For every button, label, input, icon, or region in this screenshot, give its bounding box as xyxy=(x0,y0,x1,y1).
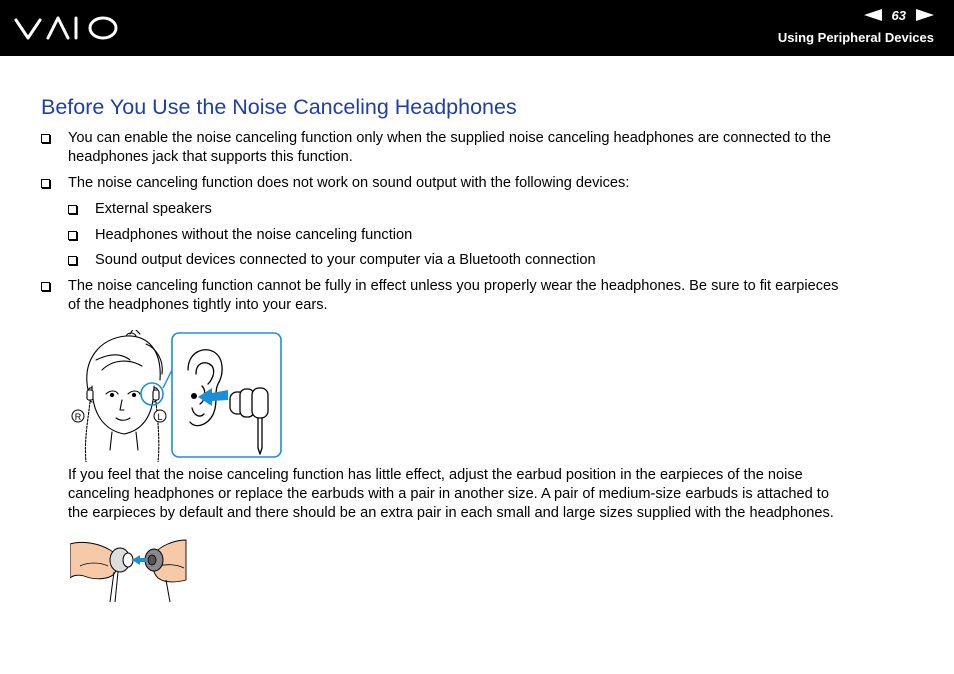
bullet-text-line: The noise canceling function cannot be fully in effect unless you properly wear the headphones. Be sure to fit earpieces xyxy=(68,278,839,294)
checkbox-bullet-icon xyxy=(41,134,50,143)
sub-bullet-text: Headphones without the noise canceling function xyxy=(95,227,413,243)
bullet-text-line: of the headphones tightly into your ears. xyxy=(68,297,328,313)
section-title: Using Peripheral Devices xyxy=(777,30,934,45)
sub-bullet-text: Sound output devices connected to your computer via a Bluetooth connection xyxy=(95,252,596,268)
checkbox-bullet-icon xyxy=(41,282,50,291)
bullet-text-line: The noise canceling function does not work on sound output with the following devices: xyxy=(68,175,630,191)
checkbox-bullet-icon xyxy=(68,205,77,214)
paragraph-line: canceling headphones or replace the earbuds with a pair in another size. A pair of medium-size earbuds is attached to xyxy=(68,486,829,502)
right-ear-label: R xyxy=(74,412,82,422)
page-number: 63 xyxy=(891,7,906,23)
checkbox-bullet-icon xyxy=(68,256,77,265)
paragraph-line: the earpieces by default and there should be an extra pair in each small and large sizes supplied with the headphones. xyxy=(68,505,834,521)
bullet-text-line: headphones jack that supports this function. xyxy=(68,149,353,165)
paragraph-line: If you feel that the noise canceling function has little effect, adjust the earbud position in the earpieces of the noise xyxy=(68,467,803,483)
left-ear-label: L xyxy=(157,412,163,422)
checkbox-bullet-icon xyxy=(68,231,77,240)
checkbox-bullet-icon xyxy=(41,179,50,188)
wearing-headphones-illustration xyxy=(68,330,286,462)
page-navigation xyxy=(864,6,934,24)
page-title: Before You Use the Noise Canceling Headphones xyxy=(41,95,517,119)
replacing-earbuds-illustration xyxy=(70,536,188,604)
adjust-earbud-paragraph xyxy=(68,466,928,523)
triangle-right-icon[interactable] xyxy=(916,9,934,21)
header-bar xyxy=(0,0,954,56)
bullet-text-line: You can enable the noise canceling function only when the supplied noise canceling headphones are connected to the xyxy=(68,130,831,146)
triangle-left-icon[interactable] xyxy=(864,9,882,21)
sub-bullet-text: External speakers xyxy=(95,201,212,217)
vaio-logo xyxy=(14,14,120,42)
